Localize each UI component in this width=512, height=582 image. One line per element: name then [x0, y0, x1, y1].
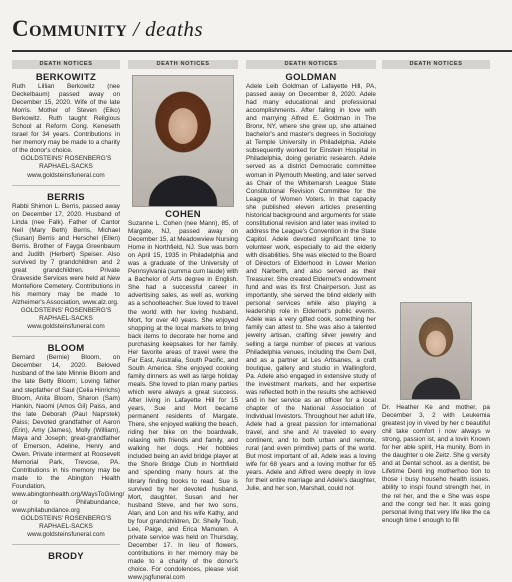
funeral-web-berris: www.goldsteinsfuneral.com: [27, 323, 105, 331]
column-3: [246, 60, 376, 512]
column-header: DEATH NOTICES: [246, 60, 376, 69]
obit-body-cohen: Suzanne L. Cohen (nee Mann), 85, of Margate, NJ, passed away on December 15, at Meadowview Nursing Home in Northfield, NJ. Sue was born on April 15, 1935 in Philadelphia and was a graduate of the University of Pennsylvania (summa cum laude) with a Bachelor of Arts degree in English. She had a successful career in advertising sales, as well as, working as a schoolteacher. Sue loved to travel the world with her loving husband, Mort, for over 40 years. She enjoyed shopping at the local markets to bring back items to decorate her home and purchasing keepsakes for her family. Her favorite areas of travel were the Far East, Australia, South Pacific, and South America. She enjoyed cooking family dinners as well as large holiday meals. She loved to plan many parties which were always a great success. After living in Lafayette Hill for 15 years, Sue and Mort became permanent residents of Margate. There, she enjoyed walking the beach, riding her bike on the boardwalk, relaxing with friends and family, and walking her dogs. Her hobbies included being an avid bridge player at the Shore Bridge Club in Northfield and spending many hours at the library finding books to read. Sue is survived by her devoted husband, Mort, daughter, Susan and her husband Steve, and her two sons, Alan, and Lon and his wife Kathy, and by four grandchildren, Dr. Shelly Toub, Lee, Paige, and Erica Mamolen. A private service was held on Thursday, December 17. In lieu of flowers, contributions in her memory may be made to a charity of the donor's choice. For condolences, please visit www.jsgfuneral.com: [128, 220, 238, 582]
obit-name-berris: BERRIS: [47, 191, 85, 203]
funeral-web-bloom: www.goldsteinsfuneral.com: [27, 531, 105, 539]
obit-body-goldman: Adele Leib Goldman of Lafayette Hill, PA, passed away on December 8, 2020. Adele had many educational and professional accomplishments. After falling in love with and marrying Alfred E. Goldman in The Bronx, NY, where she grew up, she attained bachelor's and master's degrees in Sociology at Temple University in Philadelphia. Adele subsequently worked for Einstein Hospital in Philadelphia, doing geriatric research. Adele served as a district Democratic committee woman in Plymouth Meeting, and later served as Chair of the Whitemarsh League State Constitutional Revision Committee for the League of Women Voters. In that capacity she published eleven articles presenting historical background and arguments for state constitutional revision and later was invited to address the League's Convention in the State Capitol. Adele devoted significant time to volunteer work, especially to aid the elderly with disabilities. She was elected to the Board of Directors of Elderhood in Lower Merion and Narberth, and also served as their Treasurer. She created Eldernet's endowment fund and was its first Chairperson. Just as importantly, she served the blind elderly with personal services while also playing a leadership role in Eldernet's public events. Adele was a very gifted cook, something her family can attest to. She was also a talented jewelry artisan, crafting silver jewelry and selling a large number of pieces at various Philadelphia venues, including the Gem Dell, and as a partner at Les Artisanes, a craft boutique, gallery and studio in Wallingford, Pa. Adele also engaged in extensive study of the investment markets, and her expertise was reflected both in the results she achieved and in her service as an officer for a local chapter of the National Association of Individual Investors. Throughout her adult life, Adele had a great passion for international travel, and she and Al traveled to every continent, and to both urban and remote, rural (and even primitive) parts of the world. But most important of all, Adele was a loving wife for 68 years and a loving mother for 65 years. Adele and Alfred were deeply in love for their entire marriage and Adele's daughter, Julie, and her son, Marshall, could not: [246, 83, 376, 493]
divider: [12, 185, 120, 186]
section-title: Community: [12, 16, 128, 41]
column-header: DEATH NOTICES: [128, 60, 238, 69]
masthead-rule: [12, 50, 512, 52]
obit-body-berris: Rabbi Shimon L. Berris, passed away on December 17, 2020. Husband of Linda (nee Falk). Father of Cantor Neil (Mary Beth) Berris, Michael (Susan) Berris and Herschel (Ellen) Berris. Brother of Fayga Greenbaum and Judith (Herbert) Speiser. Also survived by 7 grandchildren and 2 great grandchildren. Private Graveside Services were held at New Montefiore Cemetery. Contributions in his memory may be made to Alzheimer's Association, www.alz.org.: [12, 202, 120, 307]
funeral-web-berkowitz: www.goldsteinsfuneral.com: [27, 171, 105, 179]
funeral-home-bloom: GOLDSTEINS' ROSENBERG'S RAPHAEL-SACKS: [20, 515, 112, 531]
divider: [12, 544, 120, 545]
section-masthead: [12, 16, 203, 42]
obit-name-berkowitz: BERKOWITZ: [35, 72, 97, 83]
obit-body-right-fragment: Dr. Heather Ke and mother, pa December 3, 2 with Leukemia greatest joy in vived by her c beautiful chil take comfort i now always w strong, passion ist, and a lovin Known for her able spirit, Ha munity. Born in the daughter o ole Zeitz. She g versity and at Dental school. as a dentist, be Lifetime Denti ing motherhoo tion to those i busy househo health issues. ability to inspi found strength her, in the rel her, and the e She was espe and the congr ted her. It was going personal living that very life like the ca enough time t enough to fill: [382, 404, 490, 524]
obit-name-bloom: BLOOM: [47, 343, 85, 355]
obit-name-brody: BRODY: [48, 551, 84, 563]
section-subtitle: deaths: [145, 17, 203, 41]
portrait-photo-right: [400, 302, 472, 400]
obit-body-berkowitz: Ruth Lillian Berkowitz (nee Deckelbaum) passed away on December 15, 2020. Wife of the late Morris. Mother of Steven (Eiko) Berkowitz. Ruth taught Religious School at Reform Cong. Keneseth Israel for 34 years. Contributions in her memory may be made to a charity of the donor's choice.: [12, 83, 120, 155]
funeral-home-berkowitz: GOLDSTEINS' ROSENBERG'S RAPHAEL-SACKS: [20, 155, 112, 171]
section-slash: /: [133, 17, 140, 41]
obit-name-cohen: COHEN: [165, 209, 201, 220]
column-header: DEATH NOTICES: [382, 60, 490, 69]
divider: [12, 336, 120, 337]
column-2: [128, 60, 238, 582]
obit-name-goldman: GOLDMAN: [285, 72, 337, 83]
column-spacer: [382, 72, 490, 296]
portrait-photo-cohen: [132, 75, 234, 207]
funeral-home-berris: GOLDSTEINS' ROSENBERG'S RAPHAEL-SACKS: [20, 307, 112, 323]
column-1: [12, 60, 125, 563]
obit-body-bloom: Bernard (Bernie) Bloom, on December 14, 2020. Beloved husband of the late Minnie Bloom and the late Betty Bloom; Loving father and stepfather of Saul (Celia Hinrichs) Bloom, Anita Bloom, Sharon (Sam) Hankin, Naomi (Amos Gil) Paiss, and the late Deborah (Paul Naprstek) Paiss; Devoted grandfather of Aaron (Erin), Amy (James), Molly (William), Maya and Joseph; great-grandfather of Emerson, Adeline, Henry and Owen. Private interment at Roosevelt Memorial Park, Trevose, PA. Contributions in his memory may be made to the Abington Health Foundation, www.abingtonhealth.org/WaysToGiving/ or to Philabundance, www.philabundance.org: [12, 354, 125, 515]
column-header: DEATH NOTICES: [12, 60, 120, 69]
column-4: [382, 60, 490, 524]
